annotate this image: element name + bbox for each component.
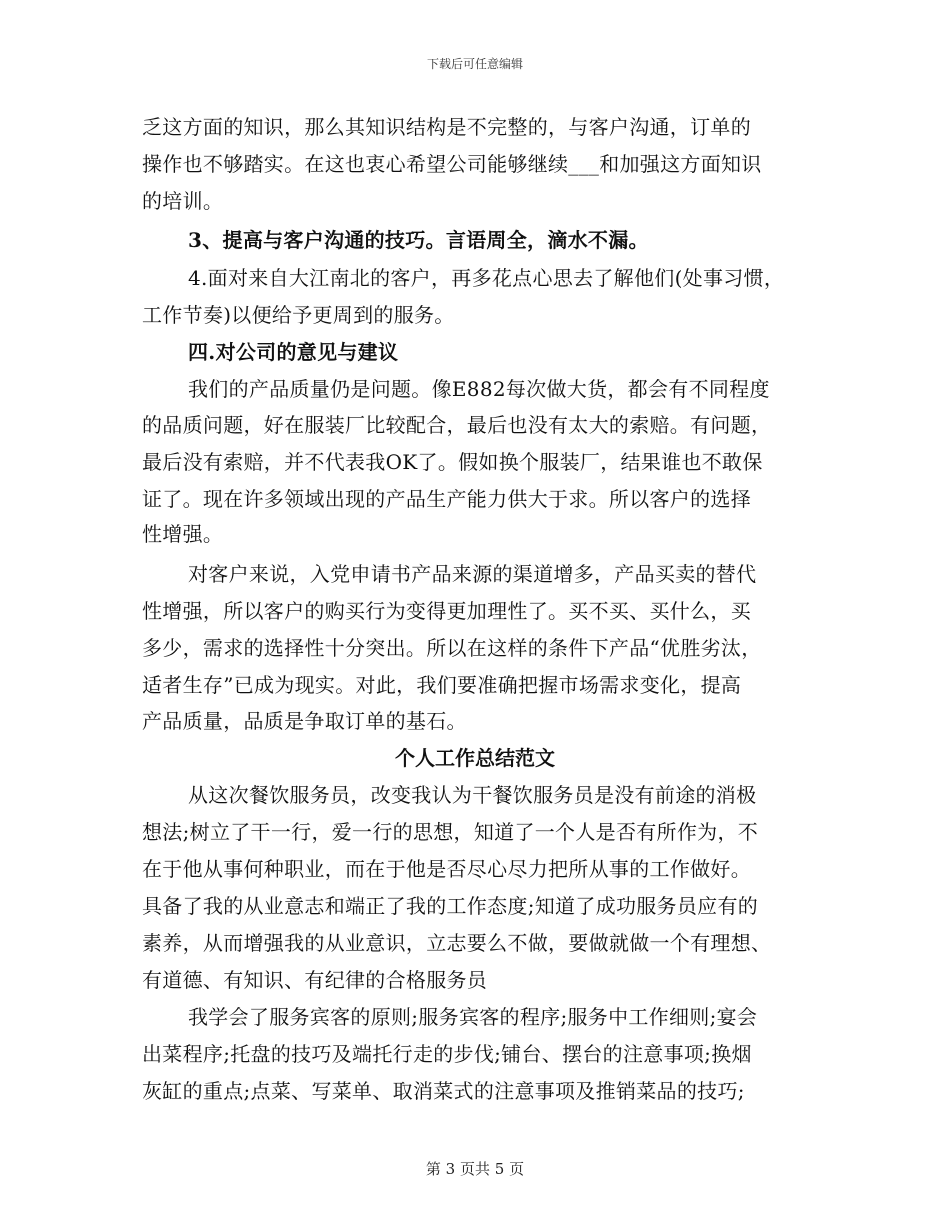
page-footer: 第 3 页共 5 页 [425,1160,525,1178]
body-line: 性增强。 [142,522,224,546]
body-line: 我们的产品质量仍是问题。像E882每次做大货，都会有不同程度 [188,377,770,401]
body-line: 适者生存”已成为现实。对此，我们要准确把握市场需求变化，提高 [142,673,742,697]
body-line: 的培训。 [142,189,224,213]
body-line: 出菜程序;托盘的技巧及端托行走的步伐;铺台、摆台的注意事项;换烟 [142,1042,752,1066]
body-line: 对客户来说，入党申请书产品来源的渠道增多，产品买卖的替代 [188,562,757,586]
body-line: 操作也不够踏实。在这也衷心希望公司能够继续___和加强这方面知识 [142,152,762,176]
section-heading: 3、提高与客户沟通的技巧。言语周全，滴水不漏。 [188,228,649,252]
body-line: 有道德、有知识、有纪律的合格服务员 [142,968,488,992]
body-line: 4.面对来自大江南北的客户，再多花点心思去了解他们(处事习惯， [188,266,785,290]
document-title: 个人工作总结范文 [395,746,555,770]
body-line: 具备了我的从业意志和端正了我的工作态度;知道了成功服务员应有的 [142,894,759,918]
body-line: 多少，需求的选择性十分突出。所以在这样的条件下产品“优胜劣汰， [142,636,762,660]
body-line: 素养，从而增强我的从业意识，立志要么不做，要做就做一个有理想、 [142,931,772,955]
section-heading: 四.对公司的意见与建议 [188,340,399,364]
body-line: 的品质问题，好在服装厂比较配合，最后也没有太大的索赔。有问题， [142,413,772,437]
body-line: 证了。现在许多领域出现的产品生产能力供大于求。所以客户的选择 [142,487,751,511]
body-line: 从这次餐饮服务员，改变我认为干餐饮服务员是没有前途的消极 [188,783,757,807]
body-line: 灰缸的重点;点菜、写菜单、取消菜式的注意事项及推销菜品的技巧; [142,1079,745,1103]
body-line: 乏这方面的知识，那么其知识结构是不完整的，与客户沟通，订单的 [142,115,751,139]
page-header: 下载后可任意编辑 [426,57,523,71]
body-line: 产品质量，品质是争取订单的基石。 [142,709,467,733]
body-line: 在于他从事何种职业，而在于他是否尽心尽力把所从事的工作做好。 [142,857,751,881]
body-line: 我学会了服务宾客的原则;服务宾客的程序;服务中工作细则;宴会 [188,1005,758,1029]
body-line: 想法;树立了干一行，爱一行的思想，知道了一个人是否有所作为，不 [142,820,759,844]
body-line: 性增强，所以客户的购买行为变得更加理性了。买不买、买什么，买 [142,599,751,623]
body-line: 工作节奏)以便给予更周到的服务。 [142,303,455,327]
body-line: 最后没有索赔，并不代表我OK了。假如换个服装厂，结果谁也不敢保 [142,450,763,474]
